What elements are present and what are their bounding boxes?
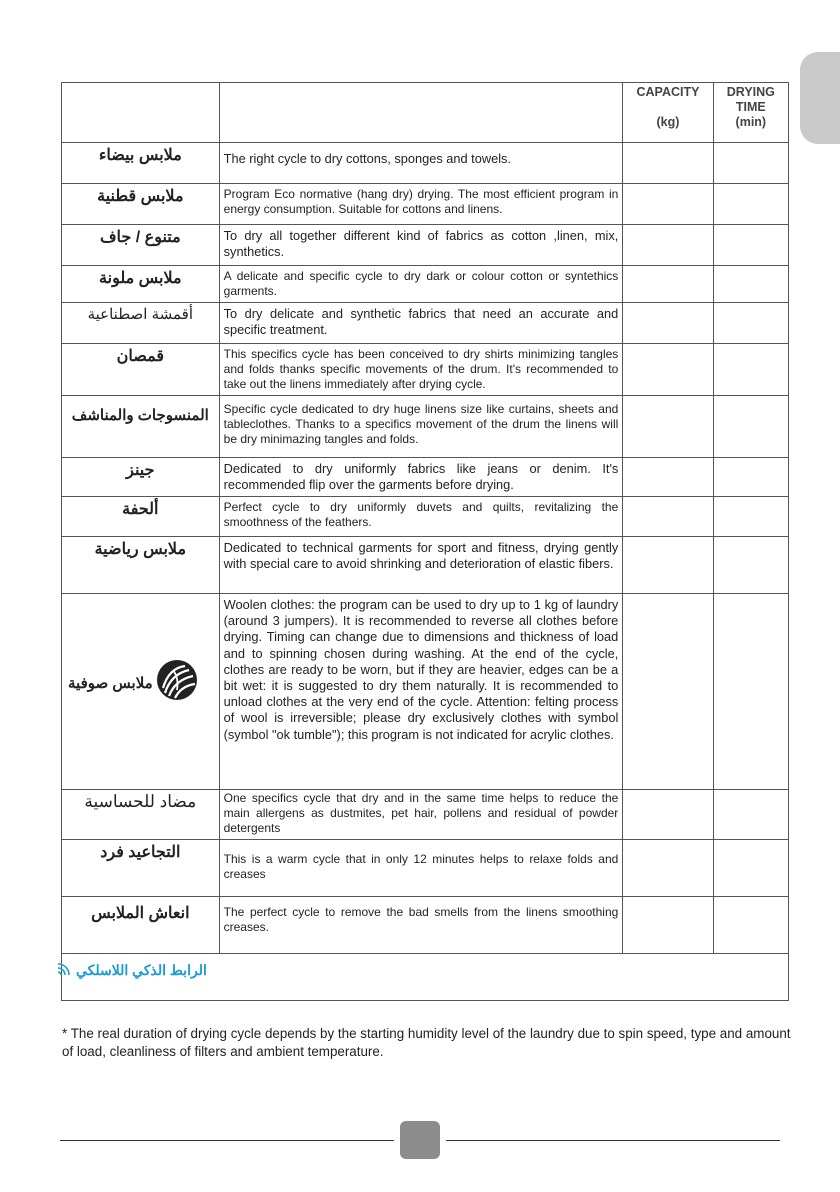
table-row [62, 344, 789, 396]
wool-icon [155, 658, 199, 707]
program-description: This specifics cycle has been conceived to dry shirts minimizing tangles and folds thanks specific movements of the drum. It's recommended to take out the linens immediately after drying cycle. [219, 344, 623, 396]
capacity-cell [623, 184, 713, 225]
program-description: Specific cycle dedicated to dry huge linens size like curtains, sheets and tableclothes. Thanks to a specifics movement of the drum the linens will be dry minimazing tangles and folds. [219, 396, 623, 458]
table-row [62, 497, 789, 537]
header-desc-cell [219, 83, 623, 143]
program-name: قمصان [62, 344, 220, 396]
wool-label-group [68, 658, 199, 707]
program-name: ملابس صوفية [68, 674, 153, 692]
program-name: التجاعيد فرد [62, 840, 220, 897]
drying-time-cell [713, 594, 788, 790]
drying-time-cell [713, 840, 788, 897]
header-row [62, 83, 789, 143]
capacity-cell [623, 840, 713, 897]
smart-link-text: الرابط الذكي اللاسلكي [76, 962, 207, 978]
capacity-cell [623, 266, 713, 303]
program-description: This is a warm cycle that in only 12 minutes helps to relaxe folds and creases [219, 840, 623, 897]
wifi-icon [56, 961, 72, 980]
program-description: A delicate and specific cycle to dry dark or colour cotton or syntethics garments. [219, 266, 623, 303]
program-description: To dry delicate and synthetic fabrics that need an accurate and specific treatment. [219, 303, 623, 344]
drying-unit: (min) [735, 115, 767, 129]
drying-time-cell [713, 790, 788, 840]
program-description: The perfect cycle to remove the bad smells from the linens smoothing creases. [219, 897, 623, 954]
capacity-label: CAPACITY [636, 85, 700, 99]
capacity-cell [623, 225, 713, 266]
program-description: Perfect cycle to dry uniformly duvets and quilts, revitalizing the smoothness of the feathers. [219, 497, 623, 537]
drying-time-cell [713, 537, 788, 594]
table-row [62, 537, 789, 594]
smart-link-label [56, 961, 207, 980]
drying-time-cell [713, 497, 788, 537]
program-name: ملابس قطنية [62, 184, 220, 225]
program-name: انعاش الملابس [62, 897, 220, 954]
capacity-unit: (kg) [656, 115, 680, 129]
drying-time-cell [713, 184, 788, 225]
header-drying-time [713, 83, 788, 143]
footnote: * The real duration of drying cycle depends by the starting humidity level of the laundry due to spin speed, type and amount of load, cleanliness of filters and ambient temperature. [62, 1026, 791, 1059]
table-row [62, 225, 789, 266]
program-description: Dedicated to dry uniformly fabrics like jeans or denim. It's recommended flip over the garments before drying. [219, 458, 623, 497]
capacity-cell [623, 396, 713, 458]
drying-time-cell [713, 897, 788, 954]
footer-rule-right [446, 1140, 780, 1141]
table-row [62, 266, 789, 303]
drying-time-cell [713, 266, 788, 303]
program-name: متنوع / جاف [62, 225, 220, 266]
program-description: Woolen clothes: the program can be used to dry up to 1 kg of laundry (around 3 jumpers). It is recommended to reverse all clothes before drying. Timing can change due to dimensions and thickness of load and to spinning chosen during washing. At the end of the cycle, clothes are ready to be worn, but if they are heavier, edges can be a bit wet: it is suggested to dry them naturally. It is recommended to unload clothes at the very end of the cycle. Attention: felting process of wool is irreversible; please dry exclusively clothes with symbol (symbol "ok tumble"); this program is not indicated for acrylic clothes. [219, 594, 623, 790]
capacity-cell [623, 143, 713, 184]
drying-time-cell [713, 225, 788, 266]
drying-time-cell [713, 143, 788, 184]
program-name: ملابس بيضاء [62, 143, 220, 184]
table-row [62, 594, 789, 790]
section-tab [800, 52, 840, 144]
page-number-box [400, 1121, 440, 1159]
capacity-cell [623, 897, 713, 954]
capacity-cell [623, 594, 713, 790]
program-description: Program Eco normative (hang dry) drying. The most efficient program in energy consumption. Suitable for cottons and linens. [219, 184, 623, 225]
drying-time-cell [713, 396, 788, 458]
program-description: The right cycle to dry cottons, sponges and towels. [219, 143, 623, 184]
program-name: أقمشة اصطناعية [62, 303, 220, 344]
table-row [62, 303, 789, 344]
header-capacity [623, 83, 713, 143]
drying-time-cell [713, 303, 788, 344]
table-row [62, 458, 789, 497]
drying-label: DRYING [726, 85, 775, 99]
table-row [62, 790, 789, 840]
time-label: TIME [735, 100, 766, 114]
smart-link-row [62, 954, 789, 1001]
wool-name-cell [62, 594, 220, 790]
program-description: Dedicated to technical garments for sport and fitness, drying gently with special care to avoid shrinking and deterioration of elastic fibers. [219, 537, 623, 594]
program-name: المنسوجات والمناشف [62, 396, 220, 458]
program-name: ملابس ملونة [62, 266, 220, 303]
capacity-cell [623, 344, 713, 396]
table-row [62, 396, 789, 458]
footer-rule-left [60, 1140, 394, 1141]
capacity-cell [623, 537, 713, 594]
program-table [61, 82, 789, 1001]
header-name-cell [62, 83, 220, 143]
smart-link-cell [62, 954, 789, 1001]
table-row [62, 184, 789, 225]
table-row [62, 897, 789, 954]
program-description: To dry all together different kind of fabrics as cotton ,linen, mix, synthetics. [219, 225, 623, 266]
capacity-cell [623, 458, 713, 497]
drying-time-cell [713, 344, 788, 396]
program-name: مضاد للحساسية [62, 790, 220, 840]
table-row [62, 840, 789, 897]
capacity-cell [623, 790, 713, 840]
program-name: ملابس رياضية [62, 537, 220, 594]
program-description: One specifics cycle that dry and in the same time helps to reduce the main allergens as dustmites, pet hair, pollens and residual of powder detergents [219, 790, 623, 840]
program-name: جينز [62, 458, 220, 497]
drying-time-cell [713, 458, 788, 497]
capacity-cell [623, 497, 713, 537]
table-row [62, 143, 789, 184]
capacity-cell [623, 303, 713, 344]
program-name: ألحفة [62, 497, 220, 537]
